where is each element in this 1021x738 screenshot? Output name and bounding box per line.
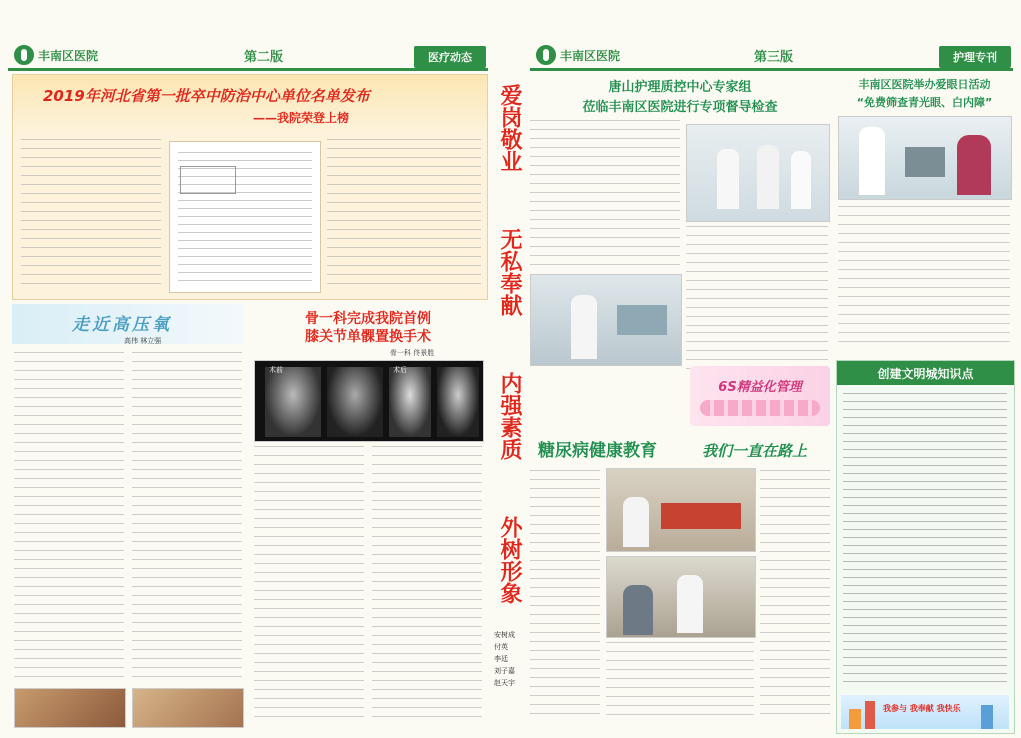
edition-label: 第二版 [244, 50, 284, 65]
inspection-photo-station [530, 274, 682, 366]
nurse-figure [757, 145, 779, 209]
article-column-text [838, 206, 1010, 350]
xray-knee-side [327, 367, 383, 437]
article-column-text [21, 139, 161, 291]
page-three-header [530, 44, 1013, 71]
page-three [530, 0, 1013, 738]
six-s-banner [690, 366, 830, 426]
article-column-text [14, 352, 124, 682]
knee-xray-image [254, 360, 484, 442]
nurse-figure [571, 295, 597, 359]
hyperbaric-oxygen-article [12, 304, 244, 728]
nurse-figure [623, 497, 649, 547]
hyperbaric-title: 走近高压氧 [72, 315, 172, 335]
xray-knee-after [389, 367, 431, 437]
eye-title-line2: “免费筛查青光眼、白内障” [856, 96, 993, 109]
city-illustration [841, 695, 1009, 729]
article-column-text [372, 446, 482, 722]
diabetes-article [530, 432, 830, 732]
nurse-figure [717, 149, 739, 209]
headline-banner [13, 75, 487, 135]
page-two-header [8, 44, 488, 71]
article-column-text [254, 446, 364, 722]
nurse-figure [677, 575, 703, 633]
headline-title: 2019年河北省第一批卒中防治中心单位名单发布 [43, 87, 370, 105]
slogan-1: 爱岗敬业 [497, 84, 522, 172]
hospital-emblem-icon [14, 45, 34, 65]
article-column-text [760, 470, 830, 720]
surgery-title-line2: 膝关节单髁置换手术 [305, 329, 431, 345]
center-slogan-column [488, 70, 530, 730]
diabetes-clinic-photo [606, 556, 756, 638]
civilization-title: 创建文明城知识点 [877, 367, 974, 381]
eye-screening-photo [838, 116, 1012, 200]
section-tag: 护理专刊 [939, 46, 1011, 68]
computer-monitor [617, 305, 667, 335]
hyperbaric-title-banner [12, 304, 244, 344]
heart-decoration-row [700, 400, 820, 416]
hospital-logo [536, 44, 620, 66]
article-column-text [327, 139, 481, 291]
diabetes-title: 糖尿病健康教育 [538, 441, 657, 461]
slogan-3: 内强素质 [497, 372, 522, 460]
xray-label-before: 术前 [269, 366, 283, 374]
article-column-text [530, 470, 600, 720]
inspection-article [530, 74, 830, 404]
hospital-name: 丰南区医院 [38, 48, 99, 63]
article-column-text [606, 642, 754, 722]
hospital-emblem-icon [536, 45, 556, 65]
building-shape [981, 705, 993, 729]
section-tag: 医疗动态 [414, 46, 486, 68]
inspection-title-line1: 唐山护理质控中心专家组 [608, 80, 752, 95]
slogan-2: 无私奉献 [497, 228, 522, 316]
doctor-figure [859, 127, 885, 195]
editor-name: 付英 [494, 643, 508, 651]
editor-list [494, 630, 526, 688]
xray-knee-after-side [437, 367, 479, 437]
civilization-knowledge-box [836, 360, 1015, 734]
nurse-figure [791, 151, 811, 209]
stroke-center-article [12, 74, 488, 300]
eye-title-line1: 丰南区医院举办爱眼日活动 [858, 78, 991, 91]
xray-knee-before [265, 367, 321, 437]
xray-label-after: 术后 [393, 366, 407, 374]
surgery-title-line1: 骨一科完成我院首例 [305, 311, 431, 327]
slogan-4: 外树形象 [497, 516, 522, 604]
building-shape [849, 709, 861, 729]
wound-photo-after [132, 688, 244, 728]
article-column-text [686, 226, 828, 326]
civilization-text [843, 393, 1007, 689]
patient-figure [623, 585, 653, 635]
inspection-photo-ward [686, 124, 830, 222]
building-shape [865, 701, 875, 729]
document-table [180, 166, 236, 194]
surgery-author: 骨一科 佟景胜 [390, 349, 435, 357]
headline-subtitle: ——我院荣登上榜 [253, 111, 350, 125]
knee-surgery-article [250, 304, 486, 728]
six-s-title: 6S精益化管理 [718, 380, 802, 395]
editor-name: 李廷 [494, 655, 508, 663]
editor-name: 安树成 [494, 631, 515, 639]
hospital-logo [14, 44, 98, 66]
wound-photo-before [14, 688, 126, 728]
hospital-name: 丰南区医院 [560, 48, 621, 63]
award-document-image [169, 141, 321, 293]
patient-figure [957, 135, 991, 195]
article-column-text [132, 352, 242, 682]
eye-day-article [836, 74, 1013, 354]
civilization-footer-label: 我参与 我奉献 我快乐 [883, 704, 961, 713]
diabetes-lecture-photo [606, 468, 756, 552]
editor-name: 刘子嘉 [494, 667, 515, 675]
editor-name: 赵天宇 [494, 679, 515, 687]
diabetes-script-title: 我们一直在路上 [702, 442, 808, 460]
hyperbaric-author: 高伟 林立强 [124, 337, 162, 345]
civilization-title-bar [837, 361, 1014, 385]
article-column-text [530, 120, 680, 270]
table-figure [661, 503, 741, 529]
inspection-title-line2: 莅临丰南区医院进行专项督导检查 [582, 100, 778, 115]
page-two [8, 0, 488, 738]
edition-label: 第三版 [754, 50, 794, 65]
eye-exam-device [905, 147, 945, 177]
